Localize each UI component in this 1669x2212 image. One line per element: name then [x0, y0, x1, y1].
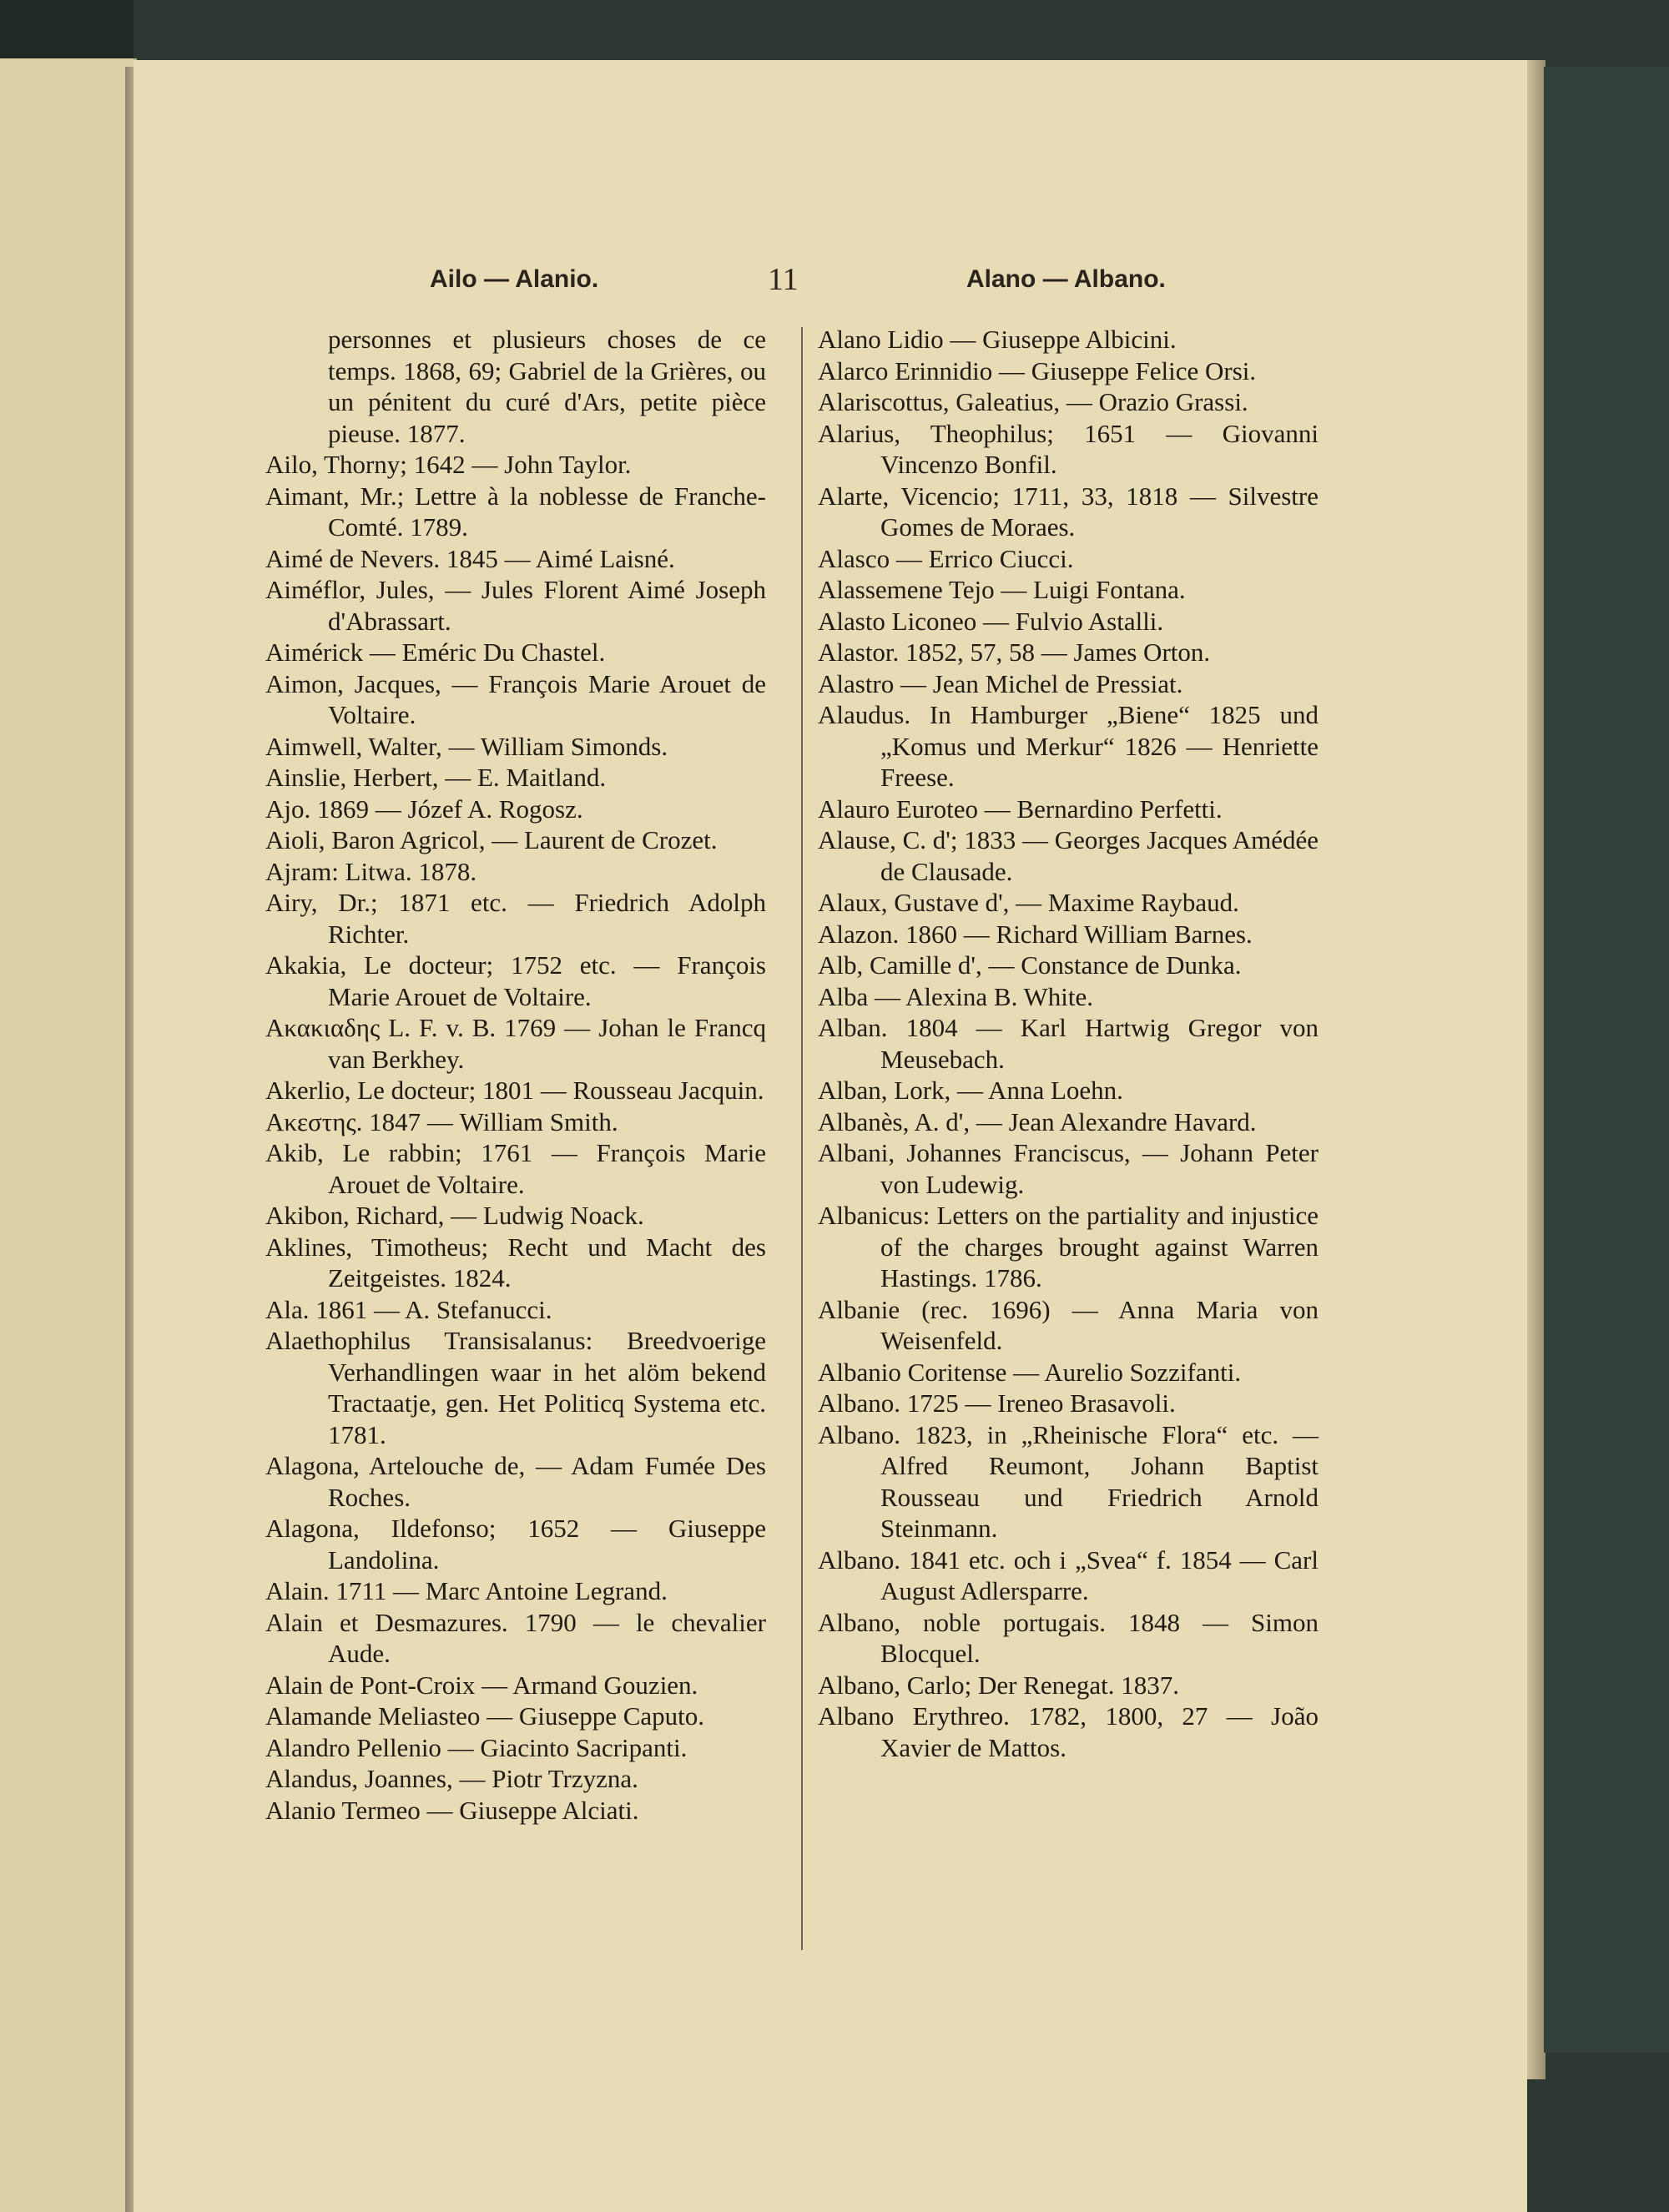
index-entry: Alb, Camille d', — Constance de Dunka. — [818, 950, 1242, 980]
index-entry: Alastor. 1852, 57, 58 — James Orton. — [818, 637, 1211, 667]
index-entry: Alazon. 1860 — Richard William Barnes. — [818, 919, 1253, 949]
page-number: 11 — [768, 262, 799, 297]
index-entry: Aimé de Nevers. 1845 — Aimé Laisné. — [265, 543, 675, 573]
index-entry: Aioli, Baron Agricol, — Laurent de Crozet. — [265, 825, 718, 854]
index-entry: Airy, Dr.; 1871 etc. — Friedrich Adolph Richter. — [265, 888, 766, 949]
page-edge — [1527, 60, 1545, 2079]
index-entry: Alagona, Artelouche de, — Adam Fumée Des Roches. — [265, 1451, 766, 1512]
index-entry: Alain de Pont-Croix — Armand Gouzien. — [265, 1670, 698, 1700]
index-entry: Alain et Desmazures. 1790 — le chevalier Aude. — [265, 1607, 766, 1668]
index-entry: Alasco — Errico Ciucci. — [818, 543, 1074, 573]
index-entry: Alassemene Tejo — Luigi Fontana. — [818, 575, 1186, 604]
index-entry: Alain. 1711 — Marc Antoine Legrand. — [265, 1576, 668, 1605]
index-entry: Alariscottus, Galeatius, — Orazio Grassi. — [818, 387, 1248, 416]
index-entry: Albano, noble portugais. 1848 — Simon Blocquel. — [818, 1607, 1319, 1668]
index-entry: Alarco Erinnidio — Giuseppe Felice Orsi. — [818, 355, 1257, 385]
index-entry: Alandus, Joannes, — Piotr Trzyzna. — [265, 1764, 638, 1793]
index-entry: Alagona, Ildefonso; 1652 — Giuseppe Landolina. — [265, 1514, 766, 1575]
index-entry: Albanie (rec. 1696) — Anna Maria von Weisenfeld. — [818, 1294, 1319, 1355]
index-entry: Aklines, Timotheus; Recht und Macht des Zeitgeistes. 1824. — [265, 1232, 766, 1292]
index-entry: Alban, Lork, — Anna Loehn. — [818, 1076, 1123, 1105]
index-entry: Akerlio, Le docteur; 1801 — Rousseau Jacquin. — [265, 1076, 764, 1105]
index-entry: Akib, Le rabbin; 1761 — François Marie Arouet de Voltaire. — [265, 1138, 766, 1199]
index-entry: Albani, Johannes Franciscus, — Johann Peter von Ludewig. — [818, 1138, 1319, 1199]
index-entry: Ailo, Thorny; 1642 — John Taylor. — [265, 450, 632, 479]
index-entry: Ακακιαδης L. F. v. B. 1769 — Johan le Francq van Berkhey. — [265, 1013, 766, 1074]
index-entry: Alban. 1804 — Karl Hartwig Gregor von Meusebach. — [818, 1013, 1319, 1074]
index-entry: Albano. 1841 etc. och i „Svea“ f. 1854 — Carl August Adlersparre. — [818, 1544, 1319, 1605]
index-entry: Alasto Liconeo — Fulvio Astalli. — [818, 606, 1164, 636]
index-entry: Albanès, A. d', — Jean Alexandre Havard. — [818, 1106, 1257, 1136]
index-entry: Ajo. 1869 — Józef A. Rogosz. — [265, 794, 583, 824]
index-entry: Aiméflor, Jules, — Jules Florent Aimé Joseph d'Abrassart. — [265, 575, 766, 636]
index-entry: Alano Lidio — Giuseppe Albicini. — [818, 325, 1177, 354]
index-entry: Alandro Pellenio — Giacinto Sacripanti. — [265, 1732, 688, 1762]
index-entry: Ajram: Litwa. 1878. — [265, 856, 477, 886]
index-entry: Akibon, Richard, — Ludwig Noack. — [265, 1201, 644, 1230]
index-entry: Alaudus. In Hamburger „Biene“ 1825 und „Komus und Merkur“ 1826 — Henriette Freese. — [818, 700, 1319, 792]
index-entry: Alarius, Theophilus; 1651 — Giovanni Vincenzo Bonfil. — [818, 418, 1319, 479]
index-entry: Akakia, Le docteur; 1752 etc. — François Marie Arouet de Voltaire. — [265, 950, 766, 1011]
book-cover-right — [1544, 67, 1669, 2053]
index-entry: personnes et plusieurs choses de ce temps. 1868, 69; Gabriel de la Grières, ou un pénitent du curé d'Ars, petite pièce pieuse. 1877. — [328, 325, 766, 448]
index-entry: Albano Erythreo. 1782, 1800, 27 — João Xavier de Mattos. — [818, 1701, 1319, 1762]
index-entry: Albano. 1725 — Ireneo Brasavoli. — [818, 1388, 1176, 1418]
index-entry: Alanio Termeo — Giuseppe Alciati. — [265, 1795, 639, 1825]
running-head-right: Alano — Albano. — [966, 265, 1166, 293]
index-entry: Albano, Carlo; Der Renegat. 1837. — [818, 1670, 1180, 1700]
index-entry: Ακεστης. 1847 — William Smith. — [265, 1106, 618, 1136]
index-entry: Alause, C. d'; 1833 — Georges Jacques Amédée de Clausade. — [818, 825, 1319, 886]
right-column — [818, 324, 1319, 1763]
index-entry: Alastro — Jean Michel de Pressiat. — [818, 668, 1183, 698]
column-rule — [801, 327, 803, 1950]
index-entry: Alamande Meliasteo — Giuseppe Caputo. — [265, 1701, 705, 1731]
index-entry: Albano. 1823, in „Rheinische Flora“ etc. — Alfred Reumont, Johann Baptist Rousseau und Friedrich Arnold Steinmann. — [818, 1419, 1319, 1543]
index-entry: Ainslie, Herbert, — E. Maitland. — [265, 763, 607, 792]
index-entry: Aimon, Jacques, — François Marie Arouet de Voltaire. — [265, 668, 766, 729]
left-column — [265, 324, 766, 1826]
index-entry: Alauro Euroteo — Bernardino Perfetti. — [818, 794, 1223, 824]
index-entry: Alarte, Vicencio; 1711, 33, 1818 — Silvestre Gomes de Moraes. — [818, 481, 1319, 542]
index-entry: Aimérick — Eméric Du Chastel. — [265, 637, 606, 667]
index-entry: Alaux, Gustave d', — Maxime Raybaud. — [818, 888, 1239, 917]
running-head-left: Ailo — Alanio. — [430, 265, 599, 293]
facing-page — [0, 58, 137, 2212]
index-entry: Albanio Coritense — Aurelio Sozzifanti. — [818, 1357, 1242, 1387]
index-entry: Alba — Alexina B. White. — [818, 981, 1094, 1011]
index-entry: Aimant, Mr.; Lettre à la noblesse de Franche-Comté. 1789. — [265, 481, 766, 542]
index-entry: Albanicus: Letters on the partiality and injustice of the charges brought against Warren Hastings. 1786. — [818, 1201, 1319, 1292]
index-entry: Aimwell, Walter, — William Simonds. — [265, 731, 668, 761]
index-entry: Ala. 1861 — A. Stefanucci. — [265, 1294, 552, 1324]
index-entry: Alaethophilus Transisalanus: Breedvoerige Verhandlingen waar in het alöm bekend Tractaatje, gen. Het Politicq Systema etc. 1781. — [265, 1326, 766, 1449]
